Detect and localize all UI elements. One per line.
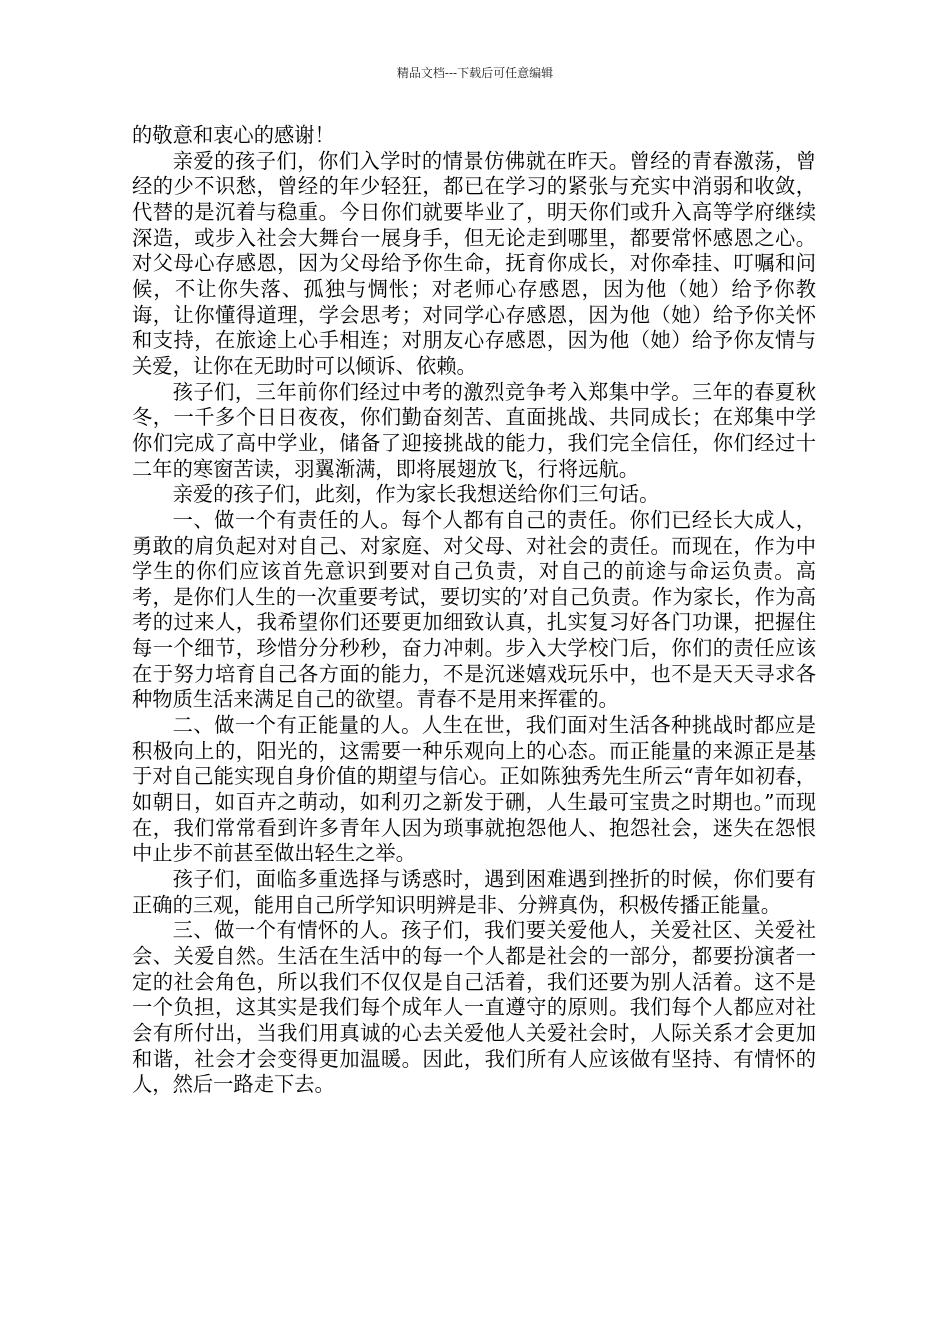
paragraph-compassion: 三、做一个有情怀的人。孩子们，我们要关爱他人，关爱社区、关爱社会、关爱自然。生活在生活中的每一个人都是社会的一部分，都要扮演者一定的社会角色，所以我们不仅仅是自己活着，我们还要为别人活着。这不是一个负担，这其实是我们每个成年人一直遵守的原则。我们每个人都应对社会有所付出，当我们用真诚的心去关爱他人关爱社会时，人际关系才会更加和谐，社会才会变得更加温暖。因此，我们所有人应该做有坚持、有情怀的人，然后一路走下去。 bbox=[132, 918, 816, 1097]
paragraph-choices: 孩子们，面临多重选择与诱惑时，遇到困难遇到挫折的时候，你们要有正确的三观，能用自己所学知识明辨是非、分辨真伪，积极传播正能量。 bbox=[132, 867, 816, 917]
paragraph-three-sentences-intro: 亲爱的孩子们，此刻，作为家长我想送给你们三句话。 bbox=[172, 482, 660, 507]
paragraph-opening-continuation: 的敬意和衷心的感谢！ bbox=[132, 123, 335, 147]
paragraph-positive-energy: 二、做一个有正能量的人。人生在世，我们面对生活各种挑战时都应是积极向上的，阳光的，这需要一种乐观向上的心态。而正能量的来源正是基于对自己能实现自身价值的期望与信心。正如陈独秀先生所云“青年如初春，如朝日，如百卉之萌动，如利刃之新发于硎，人生最可宝贵之时期也。”而现在，我们常常看到许多青年人因为琐事就抱怨他人、抱怨社会，迷失在怨恨中止步不前甚至做出轻生之举。 bbox=[132, 713, 816, 866]
paragraph-gratitude: 亲爱的孩子们，你们入学时的情景仿佛就在昨天。曾经的青春激荡，曾经的少不识愁，曾经的年少轻狂，都已在学习的紧张与充实中消弱和收敛，代替的是沉着与稳重。今日你们就要毕业了，明天你们或升入高等学府继续深造，或步入社会大舞台一展身手，但无论走到哪里，都要常怀感恩之心。对父母心存感恩，因为父母给予你生命，抚育你成长，对你牵挂、叮嘱和问候，不让你失落、孤独与惆怅；对老师心存感恩，因为他（她）给予你教诲，让你懂得道理，学会思考；对同学心存感恩，因为他（她）给予你关怀和支持，在旅途上心手相连；对朋友心存感恩，因为他（她）给予你友情与关爱，让你在无助时可以倾诉、依赖。 bbox=[132, 148, 816, 378]
paragraph-responsibility: 一、做一个有责任的人。每个人都有自己的责任。你们已经长大成人，勇敢的肩负起对对自己、对家庭、对父母、对社会的责任。而现在，作为中学生的你们应该首先意识到要对自己负责，对自己的前途与命运负责。高考，是你们人生的一次重要考试，要切实的’对自己负责。作为家长，作为高考的过来人，我希望你们还要更加细致认真，扎实复习好各门功课，把握住每一个细节，珍惜分分秒秒，奋力冲刺。步入大学校门后，你们的责任应该在于努力培育自己各方面的能力，不是沉迷嬉戏玩乐中，也不是天天寻求各种物质生活来满足自己的欲望。青春不是用来挥霍的。 bbox=[132, 507, 816, 712]
document-body bbox=[132, 123, 816, 1098]
paragraph-three-years: 孩子们，三年前你们经过中考的激烈竞争考入郑集中学。三年的春夏秋冬，一千多个日日夜夜，你们勤奋刻苦、直面挑战、共同成长；在郑集中学你们完成了高中学业，储备了迎接挑战的能力，我们完全信任，你们经过十二年的寒窗苦读，羽翼渐满，即将展翅放飞，行将远航。 bbox=[132, 379, 816, 481]
page-header: 精品文档---下载后可任意编辑 bbox=[396, 66, 554, 80]
